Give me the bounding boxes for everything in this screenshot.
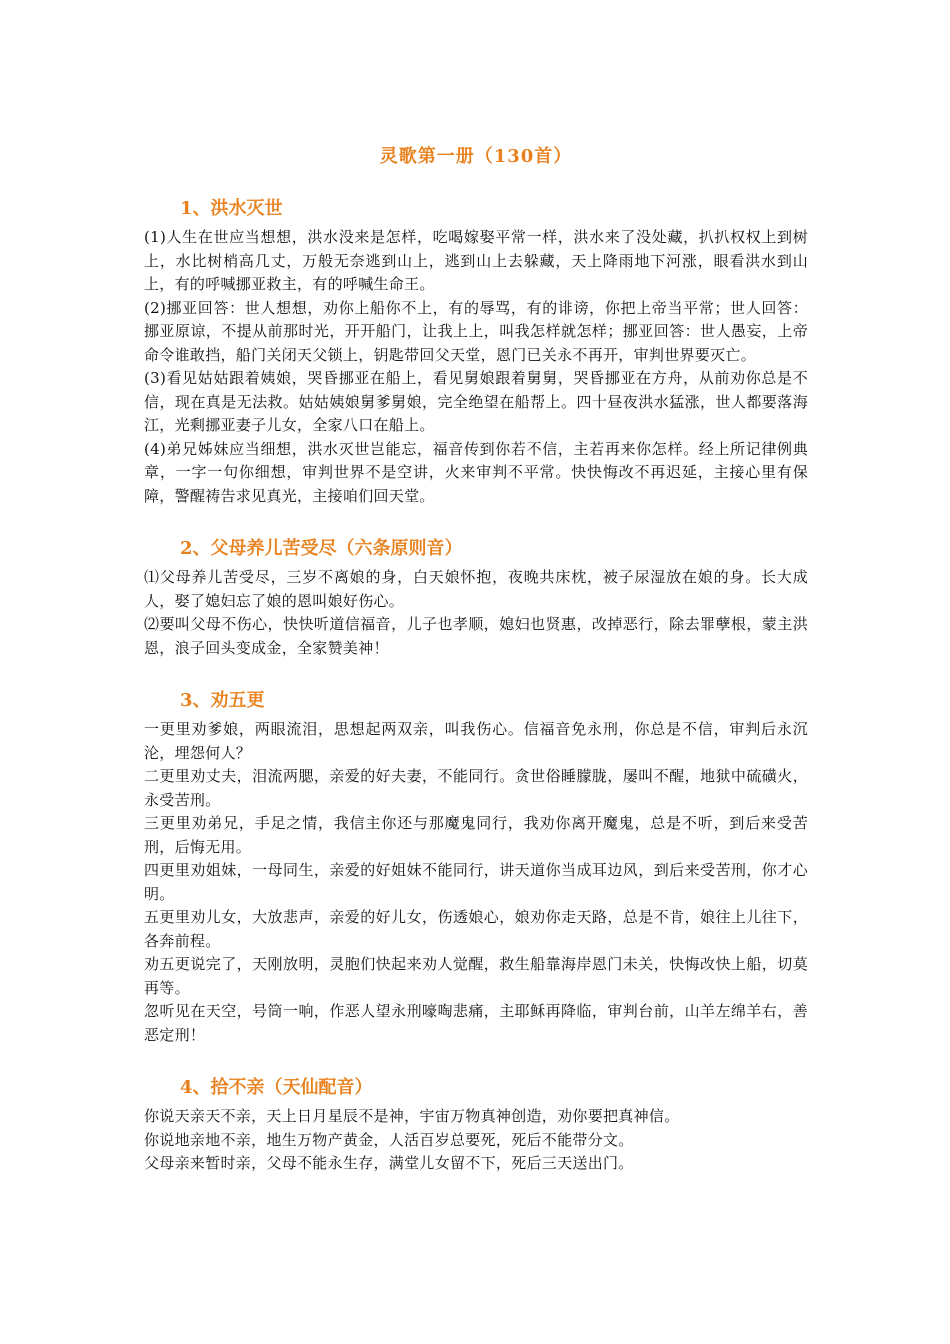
section-title: 1、洪水灭世 (180, 198, 283, 219)
document-title: 灵歌第一册（130首） (379, 146, 573, 167)
paragraph: (2)挪亚回答：世人想想，劝你上船你不上，有的辱骂，有的诽谤，你把上帝当平常；世人回答：挪亚原谅，不提从前那时光，开开船门，让我上上，叫我怎样就怎样；挪亚回答：世人愚妄，上帝命令谁敢挡，船门关闭天父锁上，钥匙带回父天堂，恩门已关永不再开，审判世界要灭亡。 (144, 298, 808, 364)
section-flood (144, 194, 808, 508)
paragraph: (4)弟兄姊妹应当细想，洪水灭世岂能忘，福音传到你若不信，主若再来你怎样。经上所记律例典章，一字一句你细想，审判世界不是空讲，火来审判不平常。快快悔改不再迟延，主接心里有保障，警醒祷告求见真光，主接咱们回天堂。 (144, 439, 808, 505)
paragraph: 一更里劝爹娘，两眼流泪，思想起两双亲，叫我伤心。信福音免永刑，你总是不信，审判后永沉沦，埋怨何人？ (144, 720, 808, 762)
section-not-close (144, 1073, 808, 1176)
paragraph: 五更里劝儿女，大放悲声，亲爱的好儿女，伤透娘心，娘劝你走天路，总是不肯，娘往上儿往下，各奔前程。 (144, 908, 808, 950)
paragraph: (1)人生在世应当想想，洪水没来是怎样，吃喝嫁娶平常一样，洪水来了没处藏，扒扒权权上到树上，水比树梢高几丈，万般无奈逃到山上，逃到山上去躲藏，天上降雨地下河涨，眼看洪水到山上，有的呼喊挪亚救主，有的呼喊生命王。 (144, 228, 808, 293)
paragraph: 二更里劝丈夫，泪流两腮，亲爱的好夫妻，不能同行。贪世俗睡朦胧，屡叫不醒，地狱中硫磺火，永受苦刑。 (144, 767, 808, 809)
document-page (144, 142, 808, 1202)
paragraph: 三更里劝弟兄，手足之情，我信主你还与那魔鬼同行，我劝你离开魔鬼，总是不听，到后来受苦刑，后悔无用。 (144, 814, 808, 856)
paragraph: 忽听见在天空，号筒一响，作恶人望永刑嚎啕悲痛，主耶稣再降临，审判台前，山羊左绵羊右，善恶定刑！ (144, 1002, 808, 1044)
section-title: 2、父母养儿苦受尽（六条原则音） (180, 538, 463, 559)
paragraph: 你说天亲天不亲，天上日月星辰不是神，宇宙万物真神创造，劝你要把真神信。 (144, 1107, 680, 1125)
paragraph: (3)看见姑姑跟着姨娘，哭昏挪亚在船上，看见舅娘跟着舅舅，哭昏挪亚在方舟，从前劝你总是不信，现在真是无法救。姑姑姨娘舅爹舅娘，完全绝望在船帮上。四十昼夜洪水猛涨，世人都要落海江，光剩挪亚妻子儿女，全家八口在船上。 (144, 369, 808, 434)
paragraph: 劝五更说完了，天刚放明，灵胞们快起来劝人觉醒，救生船靠海岸恩门未关，快悔改快上船，切莫再等。 (144, 955, 808, 997)
section-title: 4、拾不亲（天仙配音） (180, 1077, 373, 1098)
paragraph: 父母亲来暂时亲，父母不能永生存，满堂儿女留不下，死后三天送出门。 (144, 1154, 634, 1172)
paragraph: ⑵要叫父母不伤心，快快听道信福音，儿子也孝顺，媳妇也贤惠，改掉恶行，除去罪孽根，蒙主洪恩，浪子回头变成金，全家赞美神！ (144, 615, 808, 657)
paragraph: 四更里劝姐妹，一母同生，亲爱的好姐妹不能同行，讲天道你当成耳边风，到后来受苦刑，你才心明。 (144, 861, 808, 903)
paragraph: 你说地亲地不亲，地生万物产黄金，人活百岁总要死，死后不能带分文。 (144, 1130, 634, 1149)
section-five-watches (144, 686, 808, 1047)
section-title: 3、劝五更 (180, 690, 265, 711)
paragraph: ⑴父母养儿苦受尽，三岁不离娘的身，白天娘怀抱，夜晚共床枕，被子尿湿放在娘的身。长大成人，娶了媳妇忘了娘的恩叫娘好伤心。 (144, 568, 808, 610)
section-parents (144, 534, 808, 660)
